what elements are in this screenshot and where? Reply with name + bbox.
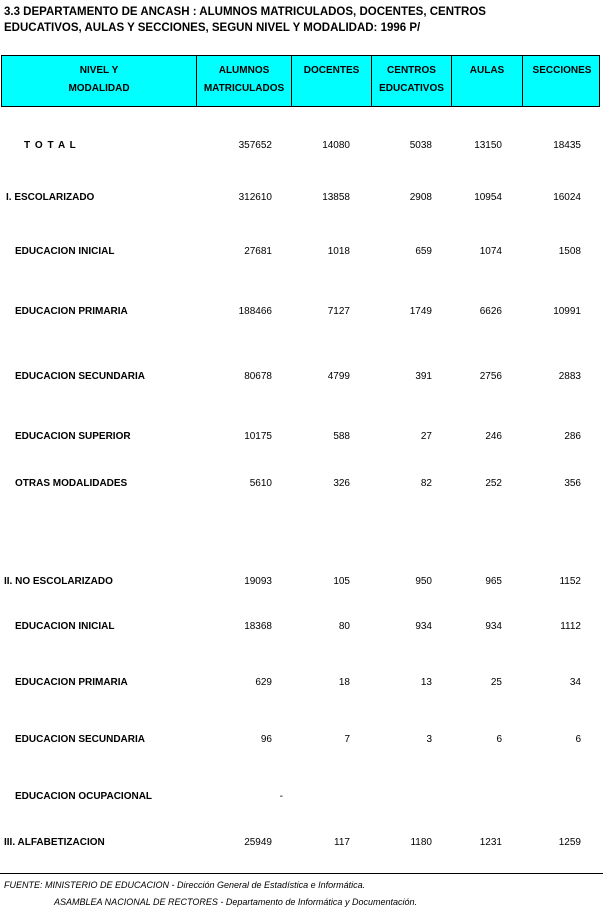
title-line-2: EDUCATIVOS, AULAS Y SECCIONES, SEGUN NIVEL Y MODALIDAD: 1996 P/ xyxy=(4,22,421,34)
cell-aulas: 6626 xyxy=(479,306,502,317)
cell-secciones: 18435 xyxy=(553,140,581,151)
table-row xyxy=(0,430,603,444)
cell-secciones: 10991 xyxy=(553,306,581,317)
cell-centros: 13 xyxy=(420,677,432,688)
header-docentes: DOCENTES xyxy=(292,56,372,106)
cell-alumnos: 188466 xyxy=(238,306,272,317)
table-row xyxy=(0,575,603,589)
row-label: OTRAS MODALIDADES xyxy=(15,478,128,489)
cell-centros: 1180 xyxy=(410,837,432,848)
table-row xyxy=(0,370,603,384)
cell-alumnos: 357652 xyxy=(238,140,272,151)
cell-docentes: 18 xyxy=(338,677,350,688)
cell-docentes: 326 xyxy=(333,478,350,489)
cell-alumnos: 5610 xyxy=(249,478,272,489)
cell-docentes: 117 xyxy=(334,837,350,848)
row-label: EDUCACION PRIMARIA xyxy=(15,677,128,688)
table-row xyxy=(0,139,603,153)
cell-aulas: 965 xyxy=(485,576,502,587)
cell-centros: 3 xyxy=(426,734,432,745)
footer-divider xyxy=(0,873,603,874)
cell-secciones: 6 xyxy=(575,734,581,745)
table-row xyxy=(0,477,603,491)
row-label: EDUCACION OCUPACIONAL xyxy=(15,791,153,802)
cell-aulas: 1231 xyxy=(479,837,502,848)
cell-docentes: 1018 xyxy=(327,246,350,257)
table-row xyxy=(0,245,603,259)
cell-centros: 934 xyxy=(415,621,432,632)
row-label: EDUCACION SECUNDARIA xyxy=(15,734,146,745)
header-nivel: NIVEL Y MODALIDAD xyxy=(2,56,197,106)
cell-aulas: 252 xyxy=(485,478,502,489)
cell-docentes: 588 xyxy=(333,431,350,442)
cell-centros: 391 xyxy=(415,371,432,382)
table-row xyxy=(0,620,603,634)
cell-docentes: 80 xyxy=(338,621,350,632)
header-centros: CENTROS EDUCATIVOS xyxy=(372,56,452,106)
cell-aulas: 2756 xyxy=(479,371,502,382)
header-secciones: SECCIONES xyxy=(532,65,592,76)
cell-aulas: 13150 xyxy=(474,140,502,151)
cell-secciones: 34 xyxy=(569,677,581,688)
row-label: EDUCACION INICIAL xyxy=(15,246,115,257)
cell-alumnos: 80678 xyxy=(244,371,272,382)
cell-docentes: 7 xyxy=(344,734,350,745)
cell-alumnos: 10175 xyxy=(244,431,272,442)
cell-docentes: 13858 xyxy=(322,192,350,203)
cell-secciones: 1259 xyxy=(558,837,581,848)
cell-secciones: 286 xyxy=(564,431,581,442)
cell-alumnos: - xyxy=(279,791,283,802)
row-label: II. NO ESCOLARIZADO xyxy=(4,576,113,587)
row-label: I. ESCOLARIZADO xyxy=(6,192,95,203)
cell-aulas: 6 xyxy=(496,734,502,745)
cell-docentes: 7127 xyxy=(327,306,350,317)
cell-centros: 2908 xyxy=(409,192,432,203)
cell-alumnos: 27681 xyxy=(244,246,272,257)
source-note-2: ASAMBLEA NACIONAL DE RECTORES - Departamento de Informática y Documentación. xyxy=(54,897,417,907)
cell-centros: 659 xyxy=(415,246,432,257)
row-label: EDUCACION SECUNDARIA xyxy=(15,371,146,382)
cell-centros: 950 xyxy=(415,576,432,587)
cell-secciones: 1112 xyxy=(560,621,581,632)
page-title xyxy=(4,4,594,36)
table-row xyxy=(0,836,603,850)
table-row xyxy=(0,790,603,804)
table-row xyxy=(0,191,603,205)
cell-alumnos: 312610 xyxy=(238,192,272,203)
cell-secciones: 16024 xyxy=(553,192,581,203)
cell-docentes: 14080 xyxy=(322,140,350,151)
row-label: T O T A L xyxy=(24,140,77,151)
cell-aulas: 1074 xyxy=(479,246,502,257)
cell-aulas: 10954 xyxy=(474,192,502,203)
cell-alumnos: 96 xyxy=(260,734,272,745)
source-note-1: FUENTE: MINISTERIO DE EDUCACION - Dirección General de Estadística e Informática. xyxy=(4,880,366,890)
cell-aulas: 246 xyxy=(485,431,502,442)
cell-centros: 5038 xyxy=(409,140,432,151)
cell-secciones: 356 xyxy=(564,478,581,489)
cell-centros: 1749 xyxy=(409,306,432,317)
cell-centros: 82 xyxy=(420,478,432,489)
cell-alumnos: 629 xyxy=(255,677,272,688)
cell-alumnos: 25949 xyxy=(244,837,272,848)
table-row xyxy=(0,305,603,319)
cell-docentes: 4799 xyxy=(327,371,350,382)
cell-secciones: 1508 xyxy=(558,246,581,257)
row-label: EDUCACION INICIAL xyxy=(15,621,115,632)
table-header xyxy=(1,55,600,107)
cell-alumnos: 19093 xyxy=(244,576,272,587)
cell-docentes: 105 xyxy=(333,576,350,587)
table-row xyxy=(0,676,603,690)
table-row xyxy=(0,733,603,747)
row-label: III. ALFABETIZACION xyxy=(4,837,105,848)
cell-secciones: 2883 xyxy=(558,371,581,382)
cell-centros: 27 xyxy=(420,431,432,442)
row-label: EDUCACION SUPERIOR xyxy=(15,431,131,442)
header-alumnos: ALUMNOS MATRICULADOS xyxy=(197,56,292,106)
cell-alumnos: 18368 xyxy=(244,621,272,632)
row-label: EDUCACION PRIMARIA xyxy=(15,306,128,317)
cell-secciones: 1152 xyxy=(559,576,581,587)
cell-aulas: 934 xyxy=(485,621,502,632)
header-aulas: AULAS xyxy=(452,56,523,106)
title-line-1: 3.3 DEPARTAMENTO DE ANCASH : ALUMNOS MATRICULADOS, DOCENTES, CENTROS xyxy=(4,6,486,18)
cell-aulas: 25 xyxy=(490,677,502,688)
